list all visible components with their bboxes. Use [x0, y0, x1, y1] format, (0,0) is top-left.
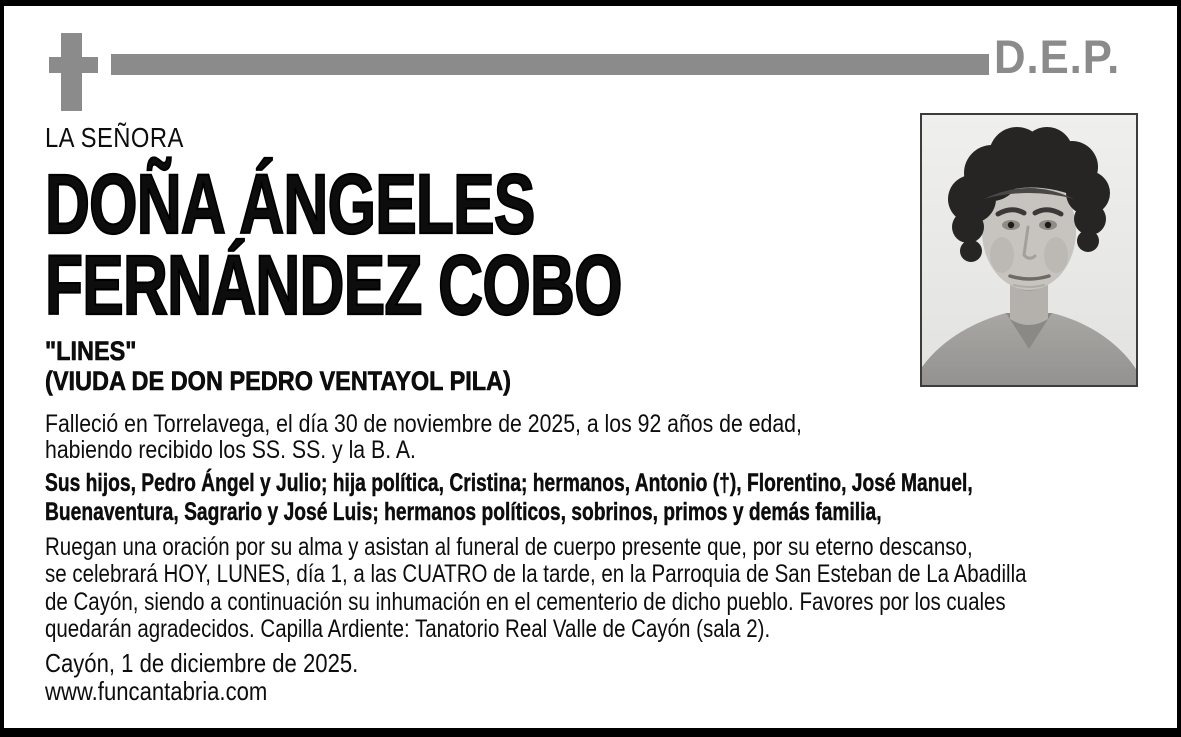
death-notice-line: habiendo recibido los SS. SS. y la B. A.: [45, 436, 416, 464]
funeral-line: de Cayón, siendo a continuación su inhumación en el cementerio de dicho pueblo. Favores por los cuales: [45, 587, 1006, 616]
deceased-subtitle: [45, 336, 581, 396]
portrait-photo: [920, 113, 1138, 387]
nickname: "LINES": [45, 336, 137, 366]
portrait-illustration: [922, 115, 1136, 385]
family-list: [45, 469, 1181, 527]
website: www.funcantabria.com: [45, 676, 268, 706]
widow-relation: (VIUDA DE DON PEDRO VENTAYOL PILA): [45, 366, 511, 396]
funeral-line: Ruegan una oración por su alma y asistan al funeral de cuerpo presente que, por su eterno descanso,: [45, 533, 973, 561]
family-list-line: Sus hijos, Pedro Ángel y Julio; hija política, Cristina; hermanos, Antonio (†), Florentino, José Manuel,: [45, 469, 973, 497]
footer: [45, 649, 414, 705]
deceased-name: [45, 157, 824, 332]
death-notice: [45, 411, 935, 463]
dep-label: D.E.P.: [994, 30, 1121, 83]
place-date: Cayón, 1 de diciembre de 2025.: [45, 648, 359, 678]
funeral-line: quedarán agradecidos. Capilla Ardiente: Tanatorio Real Valle de Cayón (sala 2).: [45, 615, 771, 644]
deceased-name-line2: FERNÁNDEZ COBO: [45, 238, 622, 332]
funeral-announcement: [45, 534, 1181, 644]
honorific-text: LA SEÑORA: [45, 122, 184, 153]
cross-icon-horizontal-bar: [49, 57, 98, 73]
family-list-line: Buenaventura, Sagrario y José Luis; hermanos políticos, sobrinos, primos y demás familia,: [45, 498, 882, 526]
death-notice-line: Falleció en Torrelavega, el día 30 de noviembre de 2025, a los 92 años de edad,: [45, 410, 802, 438]
honorific: [45, 121, 208, 155]
funeral-line: se celebrará HOY, LUNES, día 1, a las CUATRO de la tarde, en la Parroquia de San Esteban de La Abadilla: [45, 560, 1027, 589]
deceased-name-line1: DOÑA ÁNGELES: [45, 157, 535, 251]
header-rule: [111, 54, 989, 75]
